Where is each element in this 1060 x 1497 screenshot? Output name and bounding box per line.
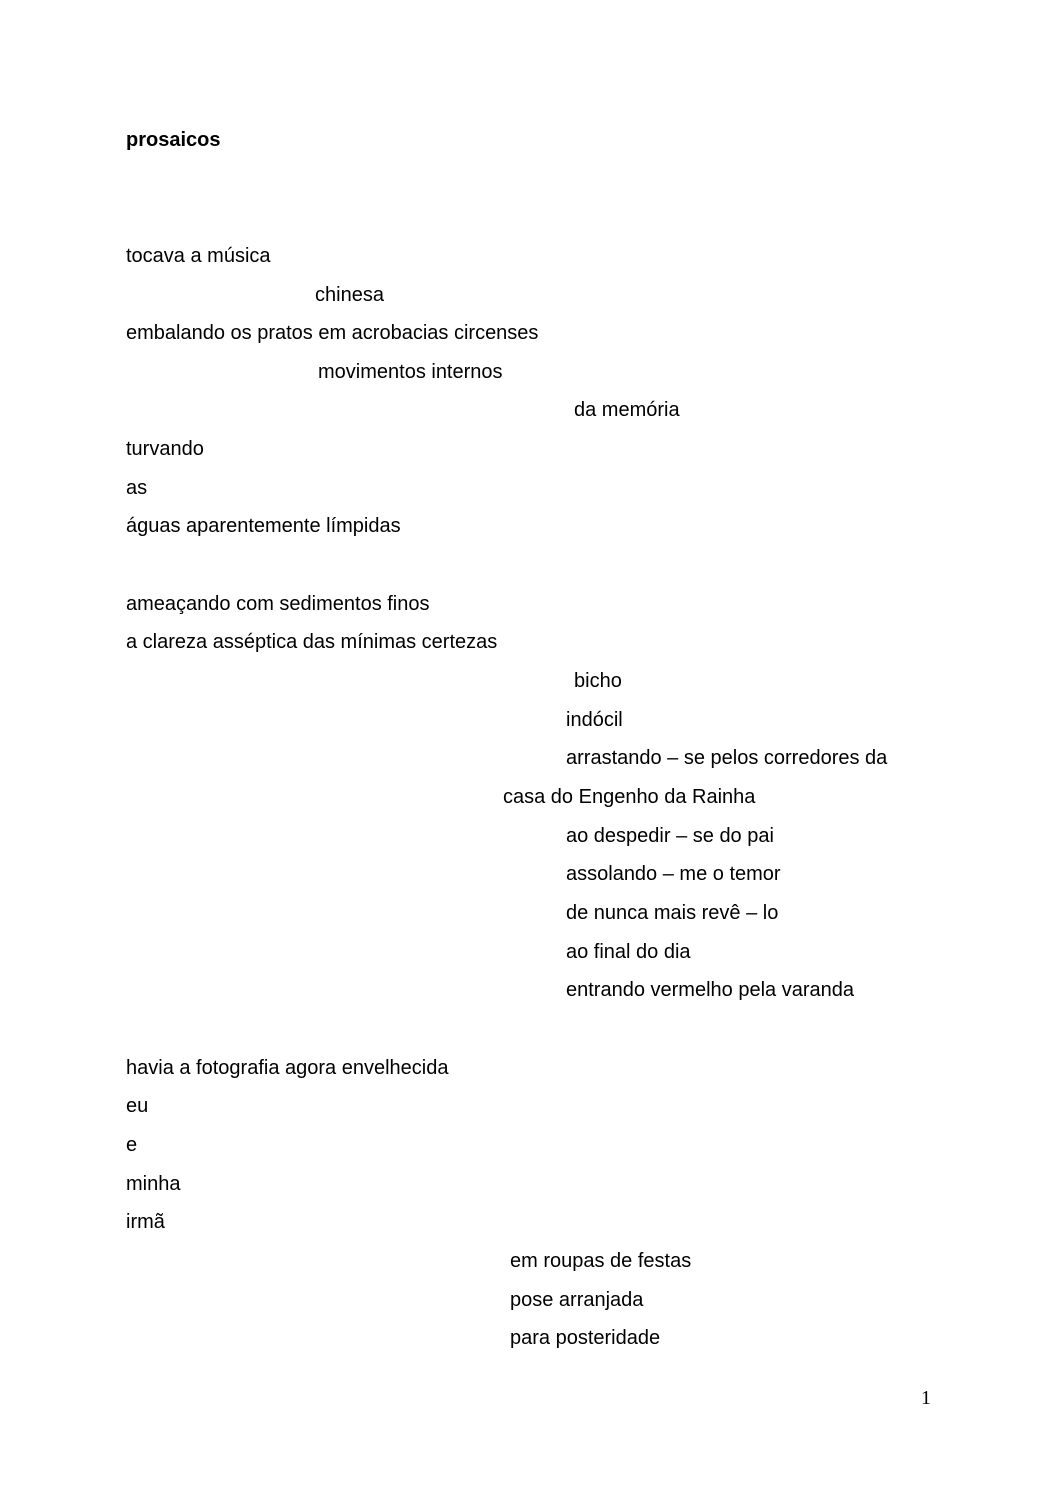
poem-line: havia a fotografia agora envelhecida — [126, 1057, 449, 1079]
poem-line: tocava a música — [126, 245, 271, 267]
poem-line: da memória — [574, 399, 680, 421]
poem-line: e — [126, 1134, 138, 1156]
poem-line: entrando vermelho pela varanda — [566, 979, 854, 1001]
poem-line: em roupas de festas — [510, 1250, 692, 1272]
poem-line: ameaçando com sedimentos finos — [126, 593, 430, 615]
poem-line: casa do Engenho da Rainha — [503, 786, 756, 808]
poem-line: de nunca mais revê – lo — [566, 902, 779, 924]
poem-line: assolando – me o temor — [566, 863, 781, 885]
poem-line: arrastando – se pelos corredores da — [566, 747, 888, 769]
poem-line: embalando os pratos em acrobacias circenses — [126, 322, 539, 344]
poem-line: eu — [126, 1095, 149, 1117]
poem-line: minha — [126, 1173, 181, 1195]
poem-line: para posteridade — [510, 1327, 661, 1349]
poem-line: indócil — [566, 709, 623, 731]
page-number: 1 — [921, 1387, 931, 1409]
poem-line: ao final do dia — [566, 941, 691, 963]
poem-line: movimentos internos — [318, 361, 503, 383]
poem-title: prosaicos — [126, 129, 221, 151]
poem-line: as — [126, 477, 148, 499]
poem-line: pose arranjada — [510, 1289, 644, 1311]
poem-line: bicho — [574, 670, 622, 692]
poem-line: turvando — [126, 438, 204, 460]
poem-line: a clareza asséptica das mínimas certezas — [126, 631, 498, 653]
poem-line: irmã — [126, 1211, 165, 1233]
poem-line: chinesa — [315, 284, 384, 306]
poem-line: ao despedir – se do pai — [566, 825, 774, 847]
poem-line: águas aparentemente límpidas — [126, 515, 401, 537]
